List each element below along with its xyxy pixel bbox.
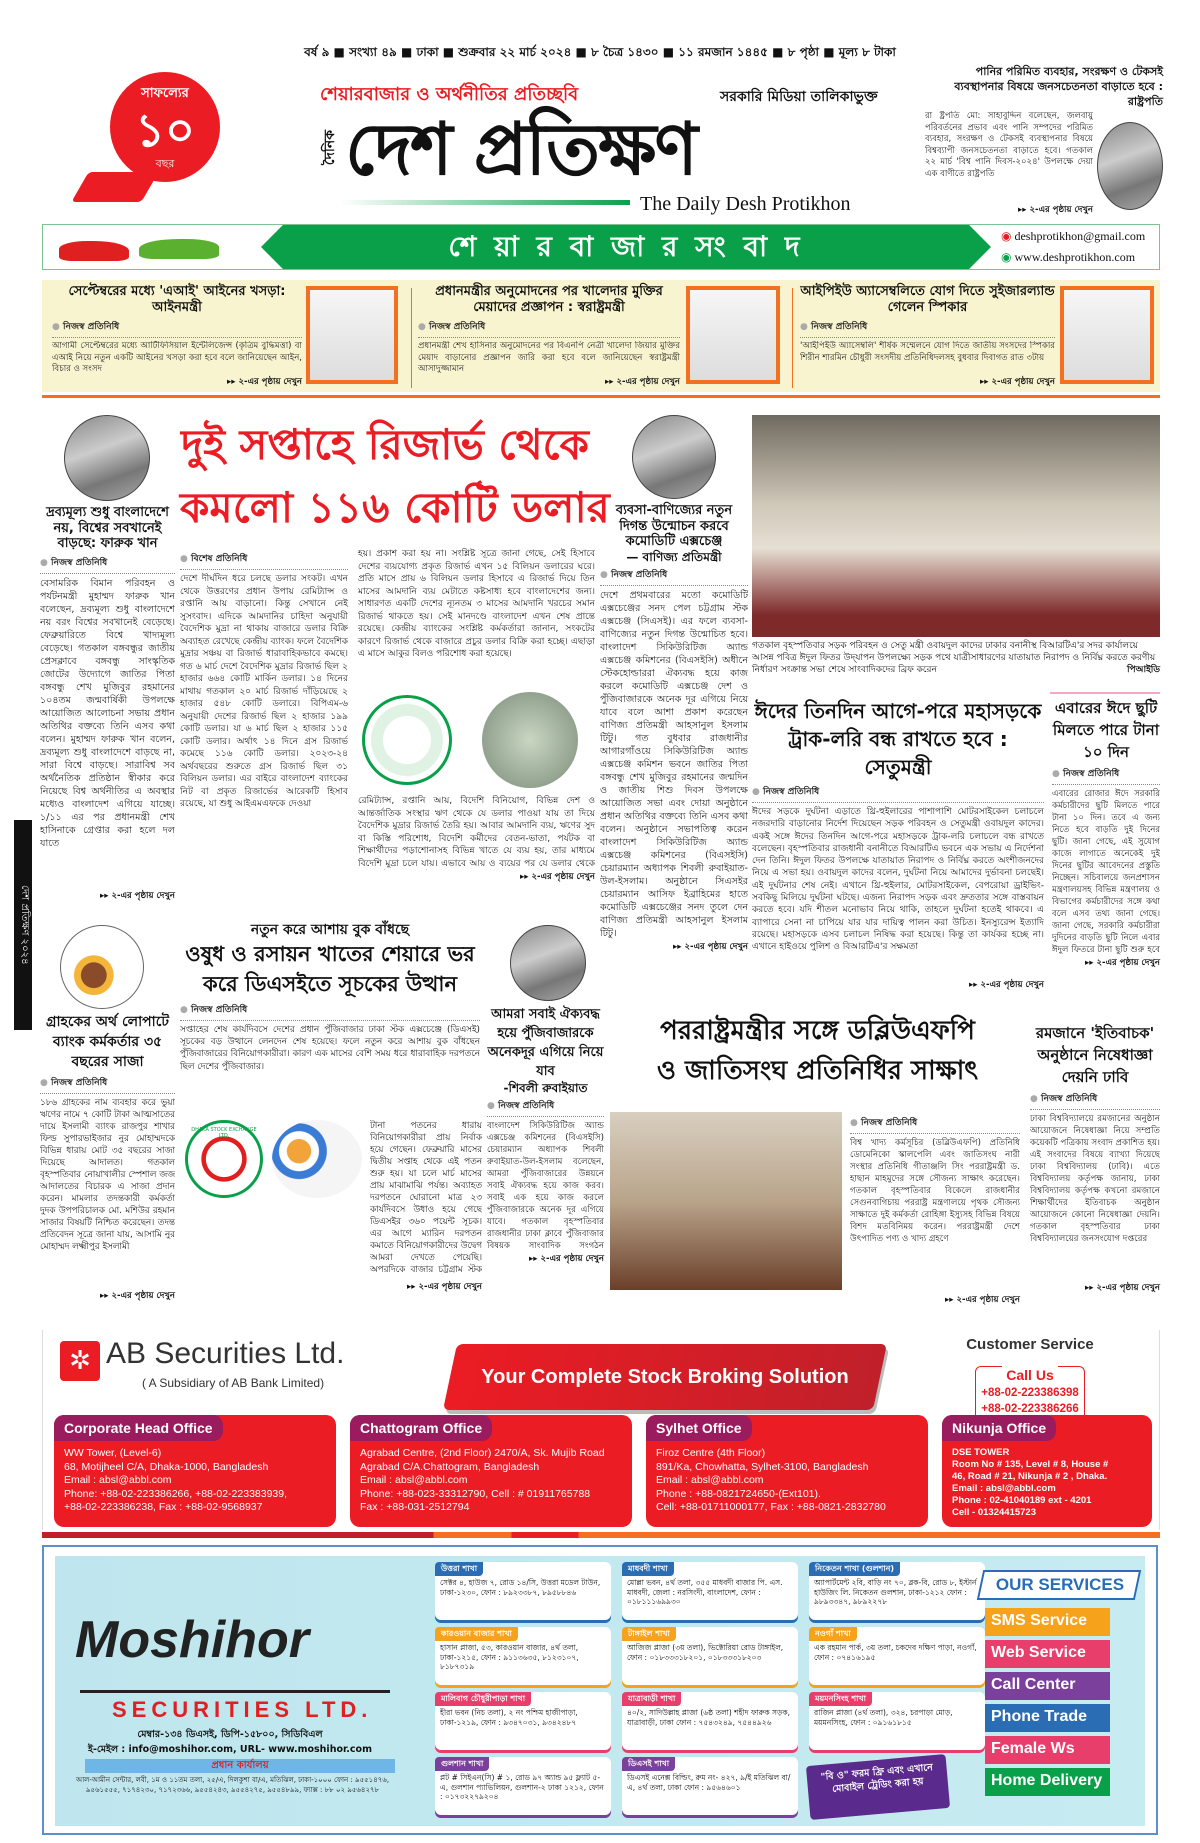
byline: ● বিশেষ প্রতিনিধি <box>180 551 348 570</box>
byline: ● নিজস্ব প্রতিনিধি <box>1052 766 1160 785</box>
branch-name: মালিবাগ চৌধুরীপাড়া শাখা <box>435 1692 531 1706</box>
more-link[interactable]: ▸▸ ২-এর পৃষ্ঠায় দেখুন <box>487 1252 604 1266</box>
more-link[interactable]: ▸▸ ২-এর পৃষ্ঠায় দেখুন <box>180 1280 482 1294</box>
ab-logo-icon: ✲ <box>60 1341 100 1381</box>
web-text: www.deshprotikhon.com <box>1014 250 1136 264</box>
globe-icon: ◉ <box>1001 250 1015 264</box>
masthead-title: দেশ প্রতিক্ষণ <box>345 107 696 191</box>
lead-headline-1[interactable]: দুই সপ্তাহে রিজার্ভ থেকে <box>181 420 589 469</box>
top-story-body: আগামী সেপ্টেম্বরের মধ্যে আর্টিফিসিয়াল ইন্টেলিজেন্স (কৃত্রিম বুদ্ধিমত্তা) বা এআই নিয়ে নতুন একটি আইনের খসড়া করা হবে বলে জানিয়েছেন আইন, বিচার ও সংসদ <box>52 341 302 374</box>
top-story <box>52 284 302 389</box>
top-story-headline[interactable]: সেপ্টেম্বরের মধ্যে 'এআই' আইনের খসড়া: আইনমন্ত্রী <box>68 284 286 315</box>
byline: ● নিজস্ব প্রতিনিধি <box>850 1115 1020 1134</box>
branch-card <box>435 1757 611 1815</box>
byline: ● নিজস্ব প্রতিনিধি <box>1030 1091 1160 1110</box>
photo-speaker <box>1060 286 1154 384</box>
commodity-story <box>600 503 748 954</box>
dollar-photo <box>482 692 578 788</box>
top-story <box>800 284 1055 389</box>
more-link[interactable]: ▸▸ ২-এর পৃষ্ঠায় দেখুন <box>600 940 748 954</box>
byline: ● নিজস্ব প্রতিনিধি <box>40 1075 175 1094</box>
branch-name: ময়মনসিংহ শাখা <box>809 1692 872 1706</box>
president-body: রা ষ্ট্রপতি মো: সাহাবুদ্দিন বলেছেন, জলবায়ু পরিবর্তনের প্রভাব এবং পানি সম্পদের পরিমিত ব্যবহার, সংরক্ষণ ও টেকসই ব্যবস্থাপনার বিষয়ে বিশ্বব্যাপী জনসচেতনতা বাড়াতে হবে। গতকাল ২২ মার্চ 'বিশ্ব পানি দিবস-২০২৪' উপলক্ষে দেয়া এক বাণীতে রাষ্ট্রপতি <box>925 111 1093 179</box>
office-card: Corporate Head Office WW Tower, (Level-6) 68, Motijheel C/A, Dhaka-1000, Bangladesh Email : absl@abbl.com Phone: +88-02-223386266, +88-02-223383939, +88-02-223386238, Fax : +88-02-9568937 <box>54 1415 336 1527</box>
pharma-body-1: সপ্তাহের শেষ কার্যদিবসে দেশের প্রধান পুঁজিবাজার ঢাকা স্টক এক্সচেঞ্জে (ডিএসই) সূচকের বড় উত্থানে লেনদেন শেষ হয়েছে। ফলে নতুন করে আশায় বুক বাঁধছেন পুঁজিবাজারের বিনিয়োগকারীরা। কারণ এক মাসের বেশি সময় ধরে ধারাবাহিক দরপতনে ছিল দেশের পুঁজিবাজার। <box>180 1024 480 1072</box>
anniversary-number: ১০ <box>135 103 195 157</box>
more-link[interactable]: ▸▸ ২-এর পৃষ্ঠায় দেখুন <box>358 870 595 884</box>
banner-title: শে য়া র বা জা র সং বা দ <box>448 230 804 263</box>
dse-logo: DHAKA STOCK EXCHANGE LTD. <box>185 1120 263 1198</box>
ab-phone[interactable]: +88-02-223386266 <box>981 1403 1079 1415</box>
branch-address: এক রহমান পার্ক, ৩য় তলা, চকদেব দক্ষিণ পাড়া, নওগাঁ, ফোন : ০৭৪১৬১৯৫ <box>814 1643 977 1662</box>
bank-officer-headline[interactable]: গ্রাহকের অর্থ লোপাটে ব্যাংক কর্মকর্তার ৩৫ বছরের সাজা <box>46 1014 169 1070</box>
foreign-body: বিশ্ব খাদ্য কর্মসূচির (ডব্লিউএফপি) প্রতিনিধি ডোমেনিকো স্কালপেলি এবং জাতিসংঘ নারী সংস্থার প্রতিনিধি গীতাঞ্জলি সিং পররাষ্ট্রমন্ত্রী ড. হাছান মাহমুদের সঙ্গে সৌজন্য সাক্ষাৎ করেছেন। গতকাল বৃহস্পতিবার বিকেলে রাজধানীর সেগুনবাগিচায় পররাষ্ট্র মন্ত্রণালয়ে পৃথক সৌজন্য সাক্ষাতে দুই কর্মকর্তা রোহিঙ্গা ইস্যুসহ বিভিন্ন বিষয়ে বিশদ মতবিনিময় করেন। পররাষ্ট্রমন্ত্রী দেশে উৎপাদিত পণ্য ও খাদ্য গ্রহণে <box>850 1138 1020 1244</box>
eid-roads-headline[interactable]: ঈদের তিনদিন আগে-পরে মহাসড়কে ট্রাক-লরি বন্ধ রাখতে হবে : সেতুমন্ত্রী <box>754 699 1042 779</box>
banner-web[interactable] <box>1001 249 1135 265</box>
branch-name: নিকেতন শাখা (গুলশান) <box>809 1562 900 1576</box>
lead-body-3: রেমিট্যান্স, রপ্তানি আয়, বিদেশি বিনিয়োগ, বিভিন্ন দেশ ও আন্তর্জাতিক সংস্থার ঋণ থেকে যে ডলার পাওয়া যায় তা দিয়ে বৈদেশিক মুদ্রার রিজার্ভ তৈরি হয়। আবার আমদানি ব্যয়, ঋণের সুদ বা কিস্তি পরিশোধ, বিদেশি কর্মীদের বেতন-ভাতা, পর্যটক বা শিক্ষার্থীদের পড়াশোনাসহ বিভিন্ন খাতে যে ব্যয় হয়, তার মাধ্যমে বিদেশি মুদ্রা চলে যায়। এভাবে আয় ও ব্যয়ের পর যে ডলার থেকে <box>358 796 595 869</box>
bo-form-promo: "বি ও" ফরম ফ্রি এবং এখানে মোবাইল ট্রেডিং করা হয় <box>806 1754 950 1820</box>
ramadan-body: ঢাকা বিশ্ববিদ্যালয়ে রমজানের অনুষ্ঠান আয়োজনে নিষেধাজ্ঞা নিয়ে সম্প্রতি কয়েকটি পত্রিকায় সংবাদ প্রকাশিত হয়। এই সংবাদের বিষয়ে ব্যাখ্যা দিয়েছে ঢাকা বিশ্ববিদ্যালয় (ঢাবি)। এতে বিশ্ববিদ্যালয় কর্তৃপক্ষ জানায়, ঢাকা বিশ্ববিদ্যালয় কর্তৃপক্ষ কখনো রমজানে শিক্ষার্থীদের ইতিবাচক অনুষ্ঠান আয়োজনে কোনো নিষেধাজ্ঞা দেয়নি। গতকাল বৃহস্পতিবার ঢাকা বিশ্ববিদ্যালয়ের জনসংযোগ দপ্তরের <box>1030 1114 1160 1244</box>
ab-phone[interactable]: +88-02-223386398 <box>981 1387 1079 1399</box>
commodity-headline[interactable]: ব্যবসা-বাণিজ্যের নতুন দিগন্ত উন্মোচন করবে কমোডিটি এক্সচেঞ্জ <box>615 503 733 550</box>
president-more-link[interactable]: ▸▸ ২-এর পৃষ্ঠায় দেখুন <box>925 203 1093 217</box>
byline: ● নিজস্ব প্রতিনিধি <box>418 319 680 338</box>
anniversary-top: সাফল্যের <box>141 86 189 101</box>
moshihor-logo: Moshihor <box>75 1611 309 1669</box>
more-link[interactable]: ▸▸ ২-এর পৃষ্ঠায় দেখুন <box>418 375 680 389</box>
more-link[interactable]: ▸▸ ২-এর পৃষ্ঠায় দেখুন <box>52 375 302 389</box>
top-story-body: প্রধানমন্ত্রী শেখ হাসিনার অনুমোদনের পর বিএনপি নেত্রী খালেদা জিয়ার মুক্তির মেয়াদ বাড়ানোর প্রজ্ঞাপন জারি করা হবে বলে জানিয়েছেন স্বরাষ্ট্রমন্ত্রী আসাদুজ্জামান <box>418 341 680 374</box>
branch-card <box>809 1627 985 1685</box>
branch-address: মোল্লা ভবন, ৪র্থ তলা, ৩৫৫ মাধবদী বাজার পি. এস. মাধবদী, জেলা : নরসিংদী, বাংলাদেশ, ফোন : ০১৮১১১৬৯৯৩০ <box>627 1578 783 1606</box>
masthead-tagline: শেয়ারবাজার ও অর্থনীতির প্রতিচ্ছবি <box>320 84 579 105</box>
branch-card <box>809 1562 985 1620</box>
lead-headline-2[interactable]: কমলো ১১৬ কোটি ডলার <box>180 483 610 532</box>
byline: ● নিজস্ব প্রতিনিধি <box>752 784 1044 803</box>
anniversary-logo <box>80 62 230 212</box>
anniversary-bottom: বছর <box>155 157 175 170</box>
photo-commerce-minister <box>632 415 716 499</box>
photo-road-minister-meeting <box>752 415 1160 637</box>
ab-cs-title: Customer Service <box>966 1336 1094 1353</box>
branch-name: যাত্রাবাড়ী শাখা <box>622 1692 681 1706</box>
branch-address: ডিএসই এনেক্স বিল্ডিং, রুম নং- ৪২৭, ৯/ই মতিঝিল বা/এ, ৪র্থ তলা, ঢাকা ফোন : ৯৫৬৪৬০১ <box>627 1773 791 1792</box>
branch-name: ডিএসই শাখা <box>622 1757 675 1771</box>
president-story <box>925 64 1163 218</box>
branch-card <box>622 1627 798 1685</box>
lead-body-2: হয়। প্রকাশ করা হয় না। সংশ্লিষ্ট সূত্রে জানা গেছে, সেই হিসাবে দেশের ব্যয়যোগ্য প্রকৃত রিজার্ভ এখন ১৫ বিলিয়ন ডলারের ঘরে। প্রতি মাসে প্রায় ৬ বিলিয়ন ডলার হিসাবে এ রিজার্ভ দিয়ে তিন মাসের আমদানি ব্যয় মেটাতে কষ্টসাধ্য হবে বাংলাদেশের জন্য। সাধারণত একটি দেশের ন্যূনতম ৩ মাসের আমদানি খরচের সমান রিজার্ভ থাকতে হয়। সেই মানদণ্ডে বাংলাদেশ এখন শেষ প্রান্তে রয়েছে। কেন্দ্রীয় ব্যাংকের সংশ্লিষ্ট কর্মকর্তারা জানান, সংকটের কারণে রিজার্ভ থেকে বাজারে প্রচুর ডলার বিক্রি করা হচ্ছে। এছাড়া এ মাসে আকুর বিলও পরিশোধ করা হয়েছে। <box>358 549 595 659</box>
faruk-body: বেসামরিক বিমান পরিবহন ও পর্যটনমন্ত্রী মুহাম্মদ ফারুক খান বলেছেন, দ্রব্যমূল্য শুধু বাংলাদেশে নয় বরং বিশ্বের সবখানেই বেড়েছে। ফেব্রুয়ারিতে বিশ্বে খাদ্যমূল্য বেড়েছে। গতকাল বঙ্গবন্ধুর জাতীয় প্রেসক্লাবে বঙ্গবন্ধু সাংস্কৃতিক জোটের উদ্যোগে জাতির পিতা বঙ্গবন্ধু শেখ মুজিবুর রহমানের ১০৪তম জন্মবার্ষিকী উপলক্ষে আয়োজিত আলোচনা সভায় প্রধান অতিথির বক্তব্যে তিনি এসব কথা বলেন। মুহাম্মদ ফারুক খান বলেন, দ্রব্যমূল্য শুধু বাংলাদেশে বাড়ছে না, সারা বিশ্বে বাড়ছে। সারাবিশ্ব সব অর্থনৈতিক প্রতিষ্ঠান স্বীকার করে নিয়েছে বিশ্ব অর্থনীতির এ অবস্থার মধ্যেও বাংলাদেশ এগিয়ে যাচ্ছে। ১/১১ এর পর প্রধানমন্ত্রী শেখ হাসিনাকে গ্রেপ্তার করা হলে দল যাতে <box>40 577 175 849</box>
office-title: Nikunja Office <box>942 1415 1056 1441</box>
shibli-sub: -শিবলী রুবাইয়াত <box>503 1081 588 1095</box>
eid-holiday-body: এবারের রোজার ঈদে সরকারি কর্মচারীদের ছুটি মিলতে পারে টানা ১০ দিন। তবে এ জন্য নিতে হবে বাড়তি দুই দিনের ছুটি। জানা গেছে, এই সুযোগ কাজে লাগাতে অনেকেই দুই দিনের ছুটির আবেদনের প্রস্তুতি নিচ্ছেন। সচিবালয়ে জনপ্রশাসন মন্ত্রণালয়সহ বিভিন্ন মন্ত্রণালয় ও বিভাগের কর্মচারীদের সঙ্গে কথা বলে এসব তথ্য জানা গেছে। জানা গেছে, সরকারি কর্মচারীরা দুদিনের বাড়তি ছুটি নিলে এবার ঈদুল ফিতরে টানা ছুটি শুরু হবে <box>1052 789 1160 955</box>
commodity-body: দেশে প্রথমবারের মতো কমোডিটি এক্সচেঞ্জের সনদ পেল চট্টগ্রাম স্টক এক্সচেঞ্জ (সিএসই)। এর ফলে ব্যবসা-বাণিজ্যের নতুন দিগন্ত উন্মোচিত হবে। বাংলাদেশ সিকিউরিটিজ অ্যান্ড এক্সচেঞ্জ কমিশনের (বিএসইসি) অধীনে স্টেকহোল্ডাররা ঐক্যবদ্ধ হয়ে কাজ করলে কমোডিটি এক্সচেঞ্জ দেশ ও পুঁজিবাজারকে অনেক দূর এগিয়ে নিয়ে যাবে বলে আশা প্রকাশ করেছেন বাণিজ্য প্রতিমন্ত্রী আহসানুল ইসলাম টিটু। গত বুধবার রাজধানীর আগারগাঁওয়ে সিকিউরিটিজ অ্যান্ড এক্সচেঞ্জ কমিশন ভবনে জাতির পিতা বঙ্গবন্ধু শেখ মুজিবুর রহমানের জন্মদিন ও জাতীয় শিশু দিবস উপলক্ষে আয়োজিত সভা এবং দোয়া অনুষ্ঠানে প্রধান অতিথির বক্তব্যে তিনি এসব কথা বলেন। অনুষ্ঠানে সভাপতিত্ব করেন বাংলাদেশ সিকিউরিটিজ অ্যান্ড এক্সচেঞ্জ কমিশনের (বিএসইসি) চেয়ারম্যান অধ্যাপক শিবলী রুবাইয়াত-উল-ইসলাম। অনুষ্ঠানে সিএসইর চেয়ারম্যান আসিফ ইব্রাহিমের হাতে কমোডিটি এক্সচেঞ্জের সনদ তুলে দেন বাণিজ্য প্রতিমন্ত্রী আহসানুল ইসলাম টিটু। <box>600 590 748 940</box>
pharma-kicker: নতুন করে আশায় বুক বাঁধছে <box>250 922 410 938</box>
branch-card <box>622 1692 798 1750</box>
caption-credit: পিআইডি <box>1126 665 1160 675</box>
branch-card <box>622 1562 798 1620</box>
ab-call-us: Call Us <box>1002 1366 1057 1384</box>
branch-card <box>622 1757 798 1815</box>
branch-address: ৪০/২, সাদিউল্লাহ প্লাজা (৬ষ্ঠ তলা) শহীদ ফারুক সড়ক, যাত্রাবাড়ী, ঢাকা ফোন : ৭৫৪৩২৪৯, ৭৫৪৪৯২৬ <box>627 1708 790 1727</box>
more-link[interactable]: ▸▸ ২-এর পৃষ্ঠায় দেখুন <box>1030 1281 1160 1295</box>
photo-home-minister <box>686 286 780 384</box>
eid-roads-story <box>752 697 1044 992</box>
masthead-listed: সরকারি মিডিয়া তালিকাভুক্ত <box>720 89 878 105</box>
branch-card <box>809 1692 985 1750</box>
faruk-headline[interactable]: দ্রব্যমূল্য শুধু বাংলাদেশে নয়, বিশ্বের সবখানেই বাড়ছে: ফারুক খান <box>46 505 169 552</box>
branch-address: রাজিন প্লাজা (৪র্থ তলা), ৩২৪, চরপাড়া মোড়, ময়মনসিংহ, ফোন : ০৯১৬১৮১৫ <box>814 1708 953 1727</box>
commodity-sub: — বাণিজ্য প্রতিমন্ত্রী <box>626 549 722 564</box>
shibli-story <box>487 1005 604 1266</box>
eid-holiday-story <box>1052 697 1160 970</box>
service-item: Call Center <box>985 1672 1110 1700</box>
photo-caption <box>752 640 1160 676</box>
byline: ● নিজস্ব প্রতিনিধি <box>180 1002 480 1021</box>
photo-foreign-minister-meeting <box>610 1112 842 1290</box>
service-item: Female Ws <box>985 1736 1110 1764</box>
eid-roads-body: ঈদের সড়কে দুর্ঘটনা এড়াতে থ্রি-হুইলারের পাশাপাশি মোটরসাইকেল চলাচলে নজরদারি বাড়ানোর নির্দেশ দিয়েছেন সড়ক পরিবহন ও সেতুমন্ত্রী ওবায়দুল কাদের। একই সঙ্গে ঈদের তিনদিন আগে-পরে মহাসড়কে ট্রাক-লরি চলাচলে বন্ধ রাখতে বলেছেন। বৃহস্পতিবার রাজধানী বনানীতে বিআরটিএ ভবনে এক সভায় এ নির্দেশনা দেন তিনি। ঈদুল ফিতর উপলক্ষে যাতায়াত নিরাপদ ও নির্বিঘ্ন করতে অংশীজনদের নিয়ে এ সভা হয়। ওবায়দুল কাদের বলেন, দুর্ঘটনা নিয়ে আমাদের দুর্ভাবনা চলছেই। এই দুর্ঘটনার শেষ নেই। এখানে থ্রি-হুইলার, মোটরসাইকেল, বেপরোয়া ড্রাইভিং- সবকিছু মিলিয়ে দুর্ঘটনা ঘটছে। এজন্য নিরাপদ সড়ক এবং দ্রুততার সঙ্গে বাস্তবায়ন করতে হবে। যদি শীতল মনোভাব নিয়ে থাকি, তাহলে দুর্ঘটনা হতেই থাকবে। এ ব্যাপারে সেনা না চাপিয়ে যার যার দায়িত্ব পালন করা উচিত। ইনস্যুরেন্স ইত্যাদি রয়েছে। মহাসড়কে এসব চলাচল নিষিদ্ধ করা হয়েছে। কিন্তু তা কার্যকর হচ্ছে না। এখানে হাইওয়ে পুলিশ ও বিআরটিএ'র সক্ষমতা <box>752 807 1044 953</box>
branch-name: নওগাঁ শাখা <box>809 1627 857 1641</box>
office-card: Chattogram Office Agrabad Centre, (2nd Floor) 2470/A, Sk. Mujib Road Agrabad C/A.Chattogram, Bangladesh Email : absl@abbl.com Phone: +88-023-33312790, Cell : # 01911765788 Fax : +88-031-2512794 <box>350 1415 632 1527</box>
bank-officer-body: ১৮৬ গ্রাহকের নাম ব্যবহার করে ভুয়া ঋণের নামে ৭ কোটি টাকা আত্মসাতের দায়ে ইসলামী ব্যাংক রাজপুর শাখার ফিল্ড সুপারভাইজার নুর মোহাম্মদকে বিভিন্ন ধারায় মোট ৩৫ বছরের সাজা দিয়েছে আদালত। গতকাল বৃহস্পতিবার নোয়াখালীর স্পেশাল জজ আদালতের বিচারক এ সাজা প্রদান করেন। মামলার তদন্তকারী কর্মকর্তা দুদক উপপরিচালক মো. মশিউর রহমান সাজার বিষয়টি নিশ্চিত করেছেন। তদন্ত প্রতিবেদন সূত্রে জানা যায়, আসামি নুর মোহাম্মদ লক্ষ্মীপুর ইসলামী <box>40 1098 175 1252</box>
more-link[interactable]: ▸▸ ২-এর পৃষ্ঠায় দেখুন <box>40 889 175 903</box>
email-text: deshprotikhon@gmail.com <box>1014 229 1146 243</box>
more-link[interactable]: ▸▸ ২-এর পৃষ্ঠায় দেখুন <box>800 375 1055 389</box>
branch-name: উত্তরা শাখা <box>435 1562 483 1576</box>
branch-name: কারওয়ান বাজার শাখা <box>435 1627 518 1641</box>
foreign-headline-1[interactable]: পররাষ্ট্রমন্ত্রীর সঙ্গে ডব্লিউএফপি <box>660 1016 975 1046</box>
branch-address: অ্যাপার্টমেন্ট ২বি, বাড়ি নং ৭০, ব্লক-বি, রোড ৮, ইস্টার্ন হাউজিং লি. নিকেতন গুলশান, ঢাকা-১২১২ ফোন : ৯৮৯৩৩৪৭, ৯৮৯২২৭৮ <box>814 1578 977 1606</box>
moshihor-member: মেম্বার-১৩৪ ডিএসই, ডিপি-১৫৮০০, সিডিবিএল <box>137 1729 323 1740</box>
photo-president <box>1097 122 1163 210</box>
more-link[interactable]: ▸▸ ২-এর পৃষ্ঠায় দেখুন <box>40 1289 175 1303</box>
byline: ● নিজস্ব প্রতিনিধি <box>40 555 175 574</box>
branch-address: প্লট # সিইএন(সি) # ১, রোড ৯৭ অ্যান্ড ৯৫ ফ্ল্যাট ৫-এ, গুলশান প্যাভিলিয়ন, গুলশান-২ ঢাকা ১২১২, ফোন : ০১৭৩২২৭৯২০৪ <box>440 1773 604 1801</box>
ramadan-headline[interactable]: রমজানে 'ইতিবাচক' অনুষ্ঠানে নিষেধাজ্ঞা দেয়নি ঢাবি <box>1035 1024 1155 1086</box>
services-title: OUR SERVICES <box>995 1575 1125 1594</box>
masthead-prefix: দৈনিক <box>322 130 338 166</box>
branch-card <box>435 1627 611 1685</box>
bangladesh-bank-logo-icon <box>362 695 452 785</box>
gavel-scales-icon <box>60 925 144 1009</box>
office-title: Sylhet Office <box>646 1415 752 1441</box>
more-link[interactable]: ▸▸ ২-এর পৃষ্ঠায় দেখুন <box>850 1293 1020 1307</box>
byline: ● নিজস্ব প্রতিনিধি <box>600 567 748 586</box>
shibli-headline[interactable]: আমরা সবাই ঐক্যবদ্ধ হয়ে পুঁজিবাজারকে অনেকদূর এগিয়ে নিয়ে যাব <box>487 1007 604 1079</box>
branch-address: হাসান প্লাজা, ৫৩, কারওয়ান বাজার, ৪র্থ তলা, ঢাকা-১২১৫, ফোন : ৯১১৩৬৩৫, ৮১২৩১০৭, ৮১৮৭৩১৯ <box>440 1643 579 1671</box>
branch-name: গুলশান শাখা <box>435 1757 489 1771</box>
branch-card <box>435 1562 611 1620</box>
caption-text: গতকাল বৃহস্পতিবার সড়ক পরিবহন ও সেতু মন্ত্রী ওবায়দুল কাদের ঢাকার বনানীস্থ বিআরটিএ'র সদর কার্যালয়ে আসন্ন পবিত্র ঈদুল ফিতর উদ্‌যাপন উপলক্ষ্যে সড়ক পথে যাত্রীসাধারণের যাতায়াত নিরাপদ ও নির্বিঘ্ন করতে করণীয় নির্ধারণ সংক্রান্ত সভা শেষে সাংবাদিকদের ব্রিফ করেন <box>752 641 1156 675</box>
bank-officer-story <box>40 1012 175 1303</box>
eid-holiday-headline[interactable]: এবারের ঈদে ছুটি মিলতে পারে টানা ১০ দিন <box>1052 699 1160 761</box>
more-link[interactable]: ▸▸ ২-এর পৃষ্ঠায় দেখুন <box>752 978 1044 992</box>
office-title: Chattogram Office <box>350 1415 492 1441</box>
branch-card <box>435 1692 611 1750</box>
ab-subsidiary: ( A Subsidiary of AB Bank Limited) <box>142 1376 325 1390</box>
photo-law-minister <box>306 286 398 384</box>
foreign-story <box>850 1112 1020 1307</box>
moshihor-ho-addr: আল-আমীন সেন্টার, লবী, ১ম ও ১১তম তলা, ২৫/এ, দিলকুশা বা/এ, মতিঝিল, ঢাকা-১০০০ ফোন : ৯৫৫১৪৭৬, ৯৫৬১৫৫৫, ৭১৭৪২৩০, ৭১৭২৩৬৬, ৯৫৫৪২৪৩, ৯৫৫৪২৭৫, ৯৫৫৪৮৯৯, ফ্যাক্স : ৮৮ ০২ ৯৫৬৪২৭৮ <box>75 1776 390 1794</box>
banner-email[interactable] <box>1001 228 1145 244</box>
ramadan-story <box>1030 1022 1160 1295</box>
office-card: Nikunja Office DSE TOWER Room No # 135, Level # 8, House # 46, Road # 21, Nikunja # 2 , Dhaka. Email : absl@abbl.com Phone : 02-41040189 ext - 4201 Cell - 01324415723 <box>942 1415 1152 1527</box>
faruk-story <box>40 505 175 903</box>
branch-address: হীরা ভবন (নিচ তলা), ২ নং পশ্চিম হাজীপাড়া, ঢাকা-১২১৯, ফোন : ৯৩৪৭০৩১, ৯৩৪২৪৮৭ <box>440 1708 578 1727</box>
service-item: Home Delivery <box>985 1768 1110 1796</box>
pharma-body-2: টানা পতনের ধারায় বিনিয়োগকারীরা প্রায় নির্বাক হয়ে গেছেন। ফেব্রুয়ারি মাসের দ্বিতীয় সপ্তাহ থেকে এই পতন শুরু হয়। যা চলে মার্চ মাসের প্রায় মাঝামাঝি পর্যন্ত। অব্যাহত দরপতনে ঘোরানো মাত্র ২৩ কার্যদিবসে উধাও হয়ে গেছে ডিএসইর ৩৬০ পয়েন্ট সূচক। এর আগে ম্যারিন দরপতন কমাতে বিনিয়োগকারীদের উদ্বেগ আমরা দেখতে পেয়েছি। অপরদিকে বাজার চট্টগ্রাম স্টক <box>370 1121 482 1275</box>
section-banner <box>42 224 1160 270</box>
president-headline: পানির পরিমিত ব্যবহার, সংরক্ষণ ও টেকসই ব্যবস্থাপনার বিষয়ে জনসচেতনতা বাড়াতে হবে : রাষ্ট্রপতি <box>954 65 1163 108</box>
top-story-headline[interactable]: আইপিইউ অ্যাসেম্বলিতে যোগ দিতে সুইজারল্যান্ড গেলেন স্পিকার <box>800 284 1055 315</box>
service-item: SMS Service <box>985 1608 1110 1636</box>
top-story <box>418 284 680 389</box>
moshihor-ho-title: প্রধান কার্যালয় <box>85 1759 395 1773</box>
top-story-body: 'আইপিইউ অ্যাসেম্বলি' শীর্ষক সম্মেলনে যোগ দিতে জাতীয় সংসদের স্পিকার শিরীন শারমিন চৌধুরী সংসদীয় প্রতিনিধিদলসহ বুধবার দিবাগত রাত ৩টায় <box>800 341 1055 363</box>
side-strip: দেশ প্রতিক্ষণ ২০২৪ <box>14 820 32 1030</box>
ab-slogan: Your Complete Stock Broking Solution <box>481 1366 849 1388</box>
branch-name: টাঙ্গাইল শাখা <box>622 1627 676 1641</box>
lead-body-1: দেশে দীর্ঘদিন ধরে চলছে ডলার সংকট। এখন থেকে উত্তরণের প্রধান উপায় রেমিট্যান্স ও রপ্তানি আয় বাড়ানো। কিন্তু সেখানে নেই সুসংবাদ। এদিকে আমদানির চাহিদা অনুযায়ী বৈদেশিক মুদ্রা না থাকায় বাজারে ডলার বিক্রি অব্যাহত রেখেছে কেন্দ্রীয় ব্যাংক। ফলে বৈদেশিক মুদ্রার সঞ্চয় বা রিজার্ভ ধারাবাহিকভাবে কমছে। গত ৬ মার্চ দেশে বৈদেশিক মুদ্রার রিজার্ভ ছিল ২ হাজার ৬৬৪ কোটি মার্কিন ডলার। ১৪ দিনের মাথায় গতকাল ২০ মার্চ রিজার্ভ দাঁড়িয়েছে ২ হাজার ৫৪৮ কোটি ডলারে। বিপিএম-৬ অনুযায়ী দেশের রিজার্ভ ছিল ২ হাজার ১৯৯ কোটি ডলার। যা ৬ মার্চ ছিল ২ হাজার ১১৫ কোটি ডলার। অর্থাৎ ১৪ দিনে গ্রস রিজার্ভ কমেছে ১১৬ কোটি ডলার। ২০২৩-২৪ অর্থবছরের শুরুতে গ্রস রিজার্ভ ছিল ৩১ বিলিয়ন ডলার। এর বাইরে বাংলাদেশ ব্যাংকের নিট বা প্রকৃত রিজার্ভের আরেকটি হিসাব রয়েছে, যা শুধু আইএমএফকে দেওয়া <box>180 574 348 809</box>
office-title: Corporate Head Office <box>54 1415 223 1441</box>
office-card: Sylhet Office Firoz Centre (4th Floor) 891/Ka, Chowhatta, Sylhet-3100, Bangladesh Email : absl@abbl.com Phone : +88-0821724650-(Ext101). Cell: +88-01711000177, Fax : +88-0821-2832780 <box>646 1415 928 1527</box>
moshihor-email[interactable]: ই-মেইল : info@moshihor.com, URL- www.moshihor.com <box>88 1744 372 1755</box>
byline: ● নিজস্ব প্রতিনিধি <box>487 1098 604 1117</box>
photo-shibli-rubayat <box>510 925 586 1001</box>
byline: ● নিজস্ব প্রতিনিধি <box>52 319 302 338</box>
email-icon: ◉ <box>1001 229 1015 243</box>
moshihor-sub: SECURITIES LTD. <box>112 1697 373 1722</box>
pharma-headline[interactable]: ওষুধ ও রসায়ন খাতের শেয়ারে ভর করে ডিএসইতে সূচকের উত্থান <box>185 941 475 996</box>
dateline: বর্ষ ৯ ■ সংখ্যা ৪৯ ■ ঢাকা ■ শুক্রবার ২২ মার্চ ২০২৪ ■ ৮ চৈত্র ১৪৩০ ■ ১১ রমজান ১৪৪৫ ■ ৮ পৃষ্ঠা ■ মূল্য ৮ টাকা <box>304 45 896 59</box>
pills-photo <box>272 1120 362 1198</box>
photo-faruk-khan <box>64 415 150 501</box>
ab-brand: AB Securities Ltd. <box>106 1337 345 1370</box>
shibli-body: বাংলাদেশ সিকিউরিটিজ অ্যান্ড এক্সচেঞ্জ কমিশনের (বিএসইসি) চেয়ারম্যান অধ্যাপক শিবলী রুবাইয়াত-উল-ইসলাম বলেছেন, আমরা পুঁজিবাজারের উন্নয়নে সবাই ঐক্যবদ্ধ হয়ে কাজ করব। সবাই এক হয়ে কাজ করলে পুঁজিবাজারকে অনেক দূর এগিয়ে যাবে। গতকাল বৃহস্পতিবার রাজধানীর ঢাকা ক্লাবে পুঁজিবাজার বিষয়ক সাংবাদিক সংগঠন <box>487 1121 604 1252</box>
service-item: Web Service <box>985 1640 1110 1668</box>
branch-name: মাধবদী শাখা <box>622 1562 674 1576</box>
byline: ● নিজস্ব প্রতিনিধি <box>800 319 1055 338</box>
branch-address: আজিজ প্লাজা (৩য় তলা), ভিক্টোরিয়া রোড টাঙ্গাইল, ফোন : ০১৮৩৩৩১৮২০১, ০১৮৩৩৩১৮২০৩ <box>627 1643 784 1662</box>
branch-address: সেক্টর ৪, হাউজ ৭, রোড ১৪/সি, উত্তরা মডেল টাউন, ঢাকা-১২৩০, ফোন : ৮৯২৩৩৮৭, ৮৯৫৮৮৪৬ <box>440 1578 601 1597</box>
foreign-headline-2[interactable]: ও জাতিসংঘ প্রতিনিধির সাক্ষাৎ <box>656 1056 979 1086</box>
masthead-english: The Daily Desh Protikhon <box>640 193 851 215</box>
top-story-headline[interactable]: প্রধানমন্ত্রীর অনুমোদনের পর খালেদার মুক্তির মেয়াদের প্রজ্ঞাপন : স্বরাষ্ট্রমন্ত্রী <box>435 284 663 315</box>
more-link[interactable]: ▸▸ ২-এর পৃষ্ঠায় দেখুন <box>1052 956 1160 970</box>
bull-bear-icon <box>49 233 249 263</box>
pharma-story <box>180 922 480 1073</box>
service-item: Phone Trade <box>985 1704 1110 1732</box>
